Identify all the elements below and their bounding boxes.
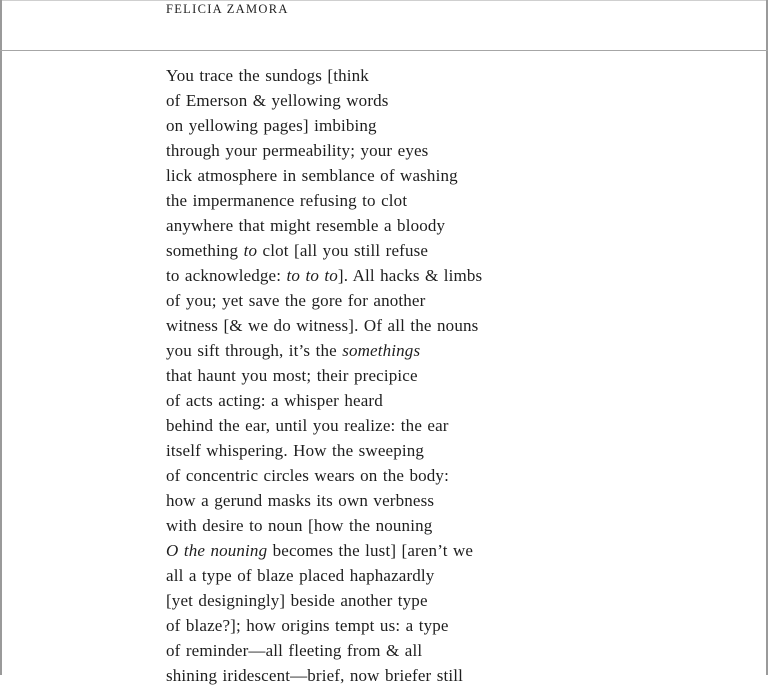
poem-segment: [yet designingly] beside another type: [166, 591, 428, 610]
poem-line: [166, 488, 646, 513]
poem-segment: on yellowing pages] imbibing: [166, 116, 377, 135]
poem-segment-italic: O the nouning: [166, 541, 268, 560]
poem-segment-italic: somethings: [342, 341, 421, 360]
top-page-border: [0, 0, 768, 1]
poem-line: [166, 88, 646, 113]
poem-segment: becomes the lust] [aren’t we: [267, 541, 474, 560]
poem-segment: that haunt you most; their precipice: [166, 366, 418, 385]
poem-line: [166, 338, 646, 363]
poem-segment: of reminder—all fleeting from & all: [166, 641, 423, 660]
poem-line: [166, 363, 646, 388]
poem-line: [166, 388, 646, 413]
poem-segment: itself whispering. How the sweeping: [166, 441, 425, 460]
poem-line: [166, 63, 646, 88]
poem-segment: of Emerson & yellowing words: [166, 91, 389, 110]
poem-segment-italic: to to to: [286, 266, 338, 285]
poem-line: [166, 638, 646, 663]
poem-line: [166, 263, 646, 288]
poem-line: [166, 113, 646, 138]
poem-segment: of blaze?]; how origins tempt us: a type: [166, 616, 449, 635]
left-page-border: [0, 0, 2, 675]
poem-line: [166, 313, 646, 338]
poem-segment: lick atmosphere in semblance of washing: [166, 166, 458, 185]
poem-line: [166, 613, 646, 638]
poem-line: [166, 438, 646, 463]
poem-segment-italic: to: [243, 241, 258, 260]
poem-segment: something: [166, 241, 244, 260]
poem-line: [166, 538, 646, 563]
poem-line: [166, 163, 646, 188]
header-divider: [0, 50, 768, 51]
poem-line: [166, 413, 646, 438]
poem-line: [166, 288, 646, 313]
poem-segment: through your permeability; your eyes: [166, 141, 429, 160]
poem-line: [166, 213, 646, 238]
poem-segment: the impermanence refusing to clot: [166, 191, 408, 210]
poem-segment: of concentric circles wears on the body:: [166, 466, 449, 485]
poem-segment: with desire to noun [how the nouning: [166, 516, 433, 535]
poem-line: [166, 188, 646, 213]
poem-line: [166, 513, 646, 538]
poem: [166, 63, 646, 688]
poem-segment: You trace the sundogs [think: [166, 66, 369, 85]
poem-segment: shining iridescent—brief, now briefer still: [166, 666, 464, 685]
poem-segment: to acknowledge:: [166, 266, 287, 285]
poem-line: [166, 588, 646, 613]
author-header: FELICIA ZAMORA: [166, 2, 289, 16]
poem-segment: clot [all you still refuse: [257, 241, 429, 260]
poem-segment: all a type of blaze placed haphazardly: [166, 566, 435, 585]
poem-segment: behind the ear, until you realize: the ear: [166, 416, 449, 435]
poem-segment: you sift through, it’s the: [166, 341, 343, 360]
poem-line: [166, 463, 646, 488]
poem-line: [166, 138, 646, 163]
poem-line: [166, 238, 646, 263]
poem-line: [166, 663, 646, 688]
poem-segment: witness [& we do witness]. Of all the nouns: [166, 316, 479, 335]
poem-segment: anywhere that might resemble a bloody: [166, 216, 446, 235]
poem-segment: of acts acting: a whisper heard: [166, 391, 383, 410]
poem-segment: ]. All hacks & limbs: [337, 266, 483, 285]
poem-line: [166, 563, 646, 588]
poem-segment: how a gerund masks its own verbness: [166, 491, 435, 510]
poem-segment: of you; yet save the gore for another: [166, 291, 426, 310]
